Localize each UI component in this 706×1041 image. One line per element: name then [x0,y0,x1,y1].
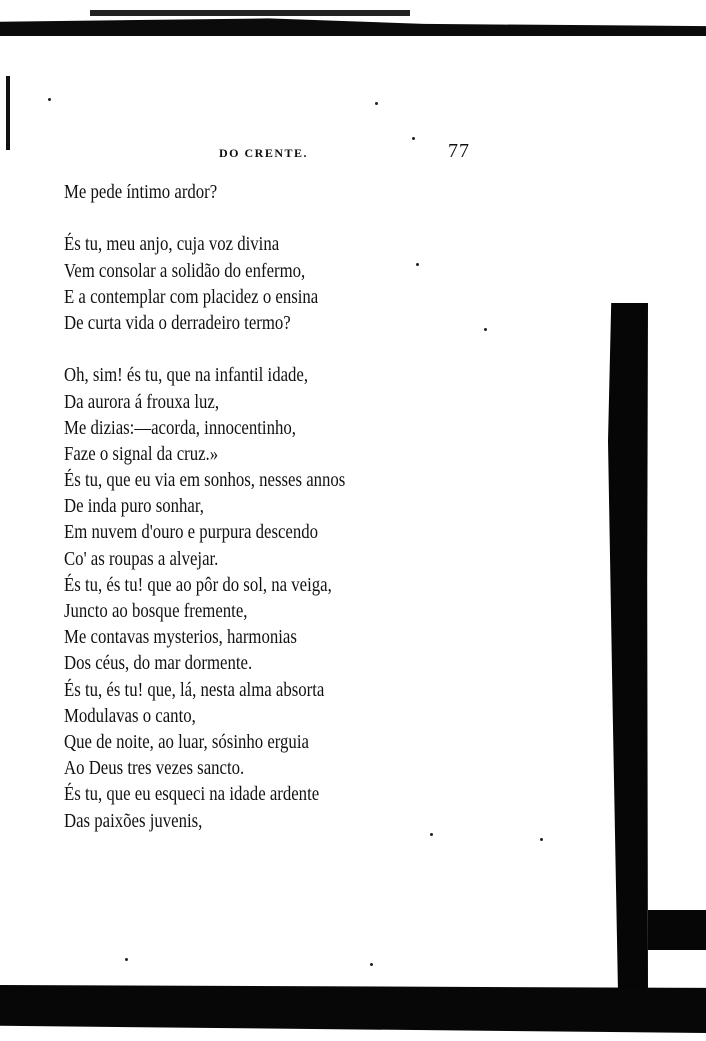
poem-line: Me contavas mysterios, harmonias [64,627,297,649]
scan-artifact-top-thin [90,10,410,16]
speck [540,838,543,841]
poem-line: És tu, és tu! que, lá, nesta alma absorta [64,679,325,701]
poem-line: Em nuvem d'ouro e purpura descendo [64,522,319,544]
poem-line: E a contemplar com placidez o ensina [64,286,319,308]
poem-line: Co' as roupas a alvejar. [64,548,219,570]
scan-artifact-bottom-border [0,985,706,1033]
poem-line: Juncto ao bosque fremente, [64,601,248,622]
speck [370,963,373,966]
poem-line: Faze o signal da cruz.» [64,443,219,465]
poem-text [64,180,391,835]
poem-line: Vem consolar a solidão do enfermo, [64,260,306,282]
scan-artifact-right-edge-lower [648,910,706,950]
speck [125,958,128,961]
speck [48,98,51,101]
scan-artifact-top-border [0,14,706,36]
speck [430,833,433,836]
poem-line: De inda puro sonhar, [64,496,204,518]
poem-line: Da aurora á frouxa luz, [64,391,220,413]
speck [375,102,378,105]
poem-line: Dos céus, do mar dormente. [64,653,253,675]
page-number: 77 [448,140,470,162]
poem-line: És tu, que eu via em sonhos, nesses annos [64,470,346,492]
poem-line: És tu, meu anjo, cuja voz divina [64,234,280,256]
scan-artifact-left-mark [6,76,10,150]
running-head: DO CRENTE. [219,146,309,160]
poem-line: És tu, que eu esqueci na idade ardente [64,784,320,806]
poem-line: Me dizias:—acorda, innocentinho, [64,417,296,439]
speck [416,263,419,266]
poem-line: Modulavas o canto, [64,705,196,727]
poem-line: Oh, sim! és tu, que na infantil idade, [64,365,309,387]
poem-line: De curta vida o derradeiro termo? [64,312,291,334]
poem-line: És tu, és tu! que ao pôr do sol, na veiga, [64,574,332,596]
poem-line: Das paixões juvenis, [64,810,203,832]
speck [484,328,487,331]
poem-line: Me pede íntimo ardor? [64,182,218,203]
speck [412,137,415,140]
scan-artifact-right-edge [608,303,648,993]
poem-line: Que de noite, ao luar, sósinho erguia [64,731,309,753]
poem-line: Ao Deus tres vezes sancto. [64,758,245,780]
